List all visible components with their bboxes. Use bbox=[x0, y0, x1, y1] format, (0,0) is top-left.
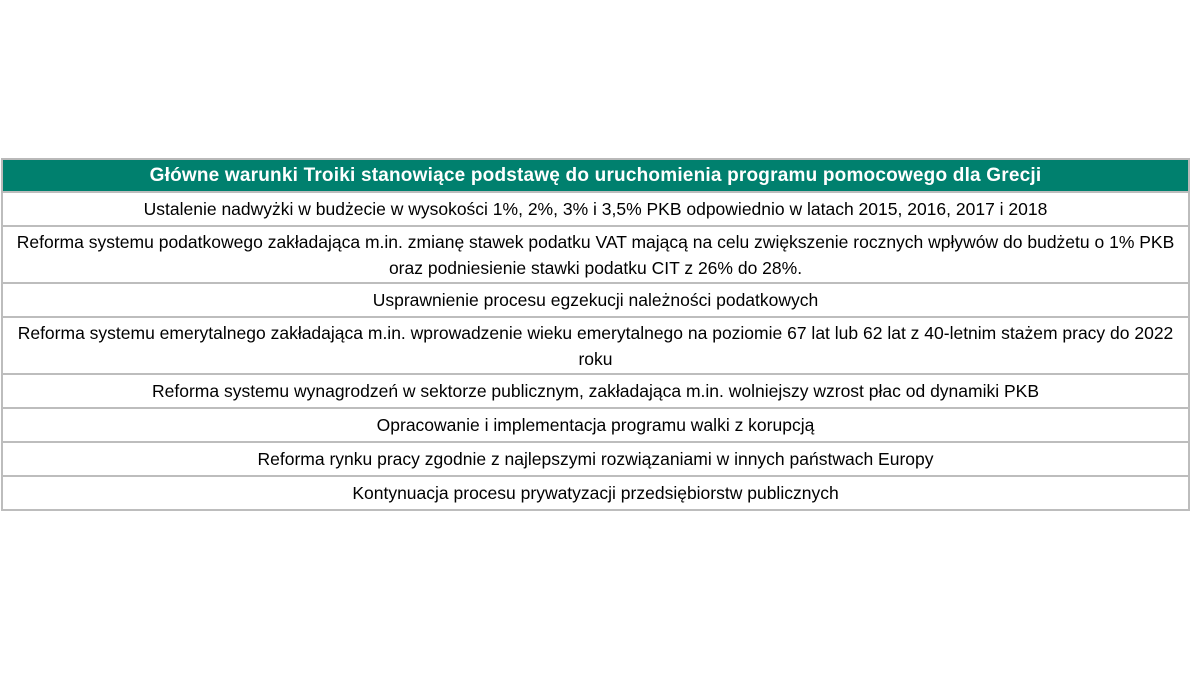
table-row bbox=[2, 226, 1189, 283]
table-cell: Reforma systemu wynagrodzeń w sektorze publicznym, zakładająca m.in. wolniejszy wzrost płac od dynamiki PKB bbox=[2, 374, 1189, 408]
table-cell: Opracowanie i implementacja programu walki z korupcją bbox=[2, 408, 1189, 442]
table-cell: Reforma systemu podatkowego zakładająca m.in. zmianę stawek podatku VAT mającą na celu zwiększenie rocznych wpływów do budżetu o 1% PKB oraz podniesienie stawki podatku CIT z 26% do 28%. bbox=[2, 226, 1189, 283]
table-row bbox=[2, 317, 1189, 374]
troika-conditions-table bbox=[1, 158, 1190, 511]
table-row bbox=[2, 442, 1189, 476]
table-row bbox=[2, 476, 1189, 510]
table-cell: Kontynuacja procesu prywatyzacji przedsiębiorstw publicznych bbox=[2, 476, 1189, 510]
table-cell: Reforma systemu emerytalnego zakładająca m.in. wprowadzenie wieku emerytalnego na poziomie 67 lat lub 62 lat z 40-letnim stażem pracy do 2022 roku bbox=[2, 317, 1189, 374]
table-cell: Ustalenie nadwyżki w budżecie w wysokości 1%, 2%, 3% i 3,5% PKB odpowiednio w latach 2015, 2016, 2017 i 2018 bbox=[2, 192, 1189, 226]
table-row bbox=[2, 283, 1189, 317]
table-row bbox=[2, 408, 1189, 442]
table-cell: Reforma rynku pracy zgodnie z najlepszymi rozwiązaniami w innych państwach Europy bbox=[2, 442, 1189, 476]
table-title: Główne warunki Troiki stanowiące podstawę do uruchomienia programu pomocowego dla Grecji bbox=[2, 159, 1189, 192]
table-row bbox=[2, 192, 1189, 226]
table-row bbox=[2, 374, 1189, 408]
table-cell: Usprawnienie procesu egzekucji należności podatkowych bbox=[2, 283, 1189, 317]
table-header-row bbox=[2, 159, 1189, 192]
